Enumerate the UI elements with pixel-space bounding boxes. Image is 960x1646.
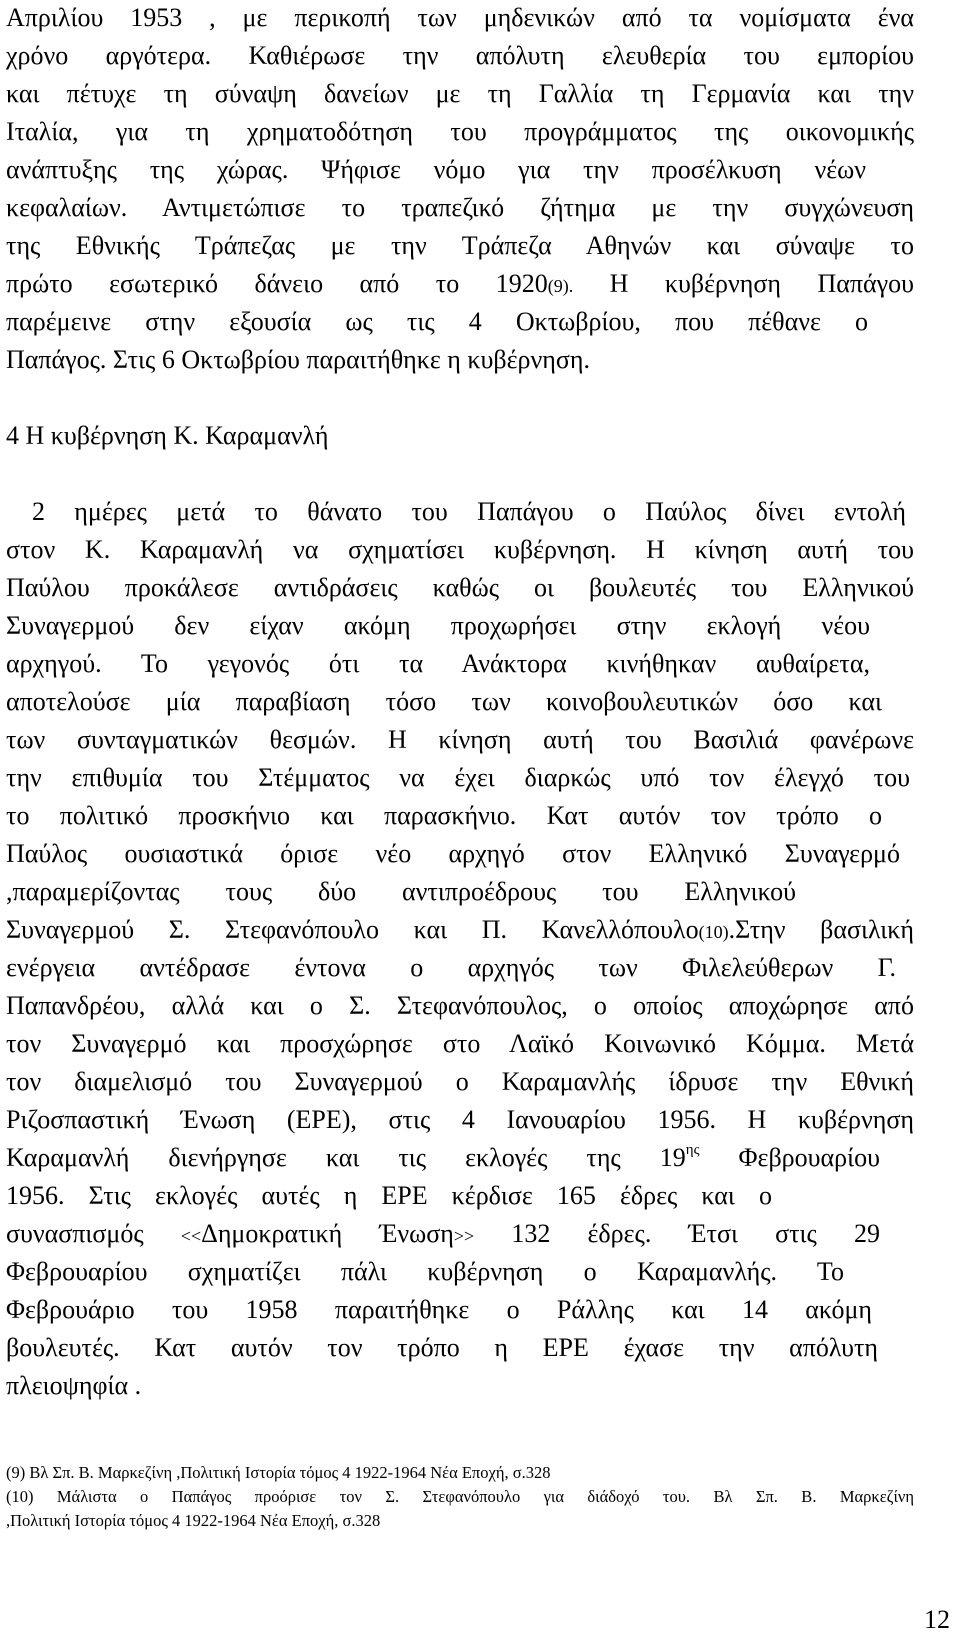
text-line: Απριλίου 1953 , με περικοπή των μηδενικών από τα νομίσματα ένα	[6, 3, 914, 32]
text-line	[6, 1219, 880, 1249]
text-line: ενέργεια αντέδρασε έντονα ο αρχηγός των Φιλελεύθερων Γ.	[6, 953, 896, 982]
text-line: τον διαμελισμό του Συναγερμού ο Καραμανλής ίδρυσε την Εθνική	[6, 1067, 914, 1096]
text-run: Καραμανλή διενήργησε και τις εκλογές της 19	[6, 1143, 686, 1172]
text-line: Παύλος ουσιαστικά όρισε νέο αρχηγό στον Ελληνικό Συναγερμό	[6, 839, 900, 868]
text-line: Φεβρουάριο του 1958 παραιτήθηκε ο Ράλλης και 14 ακόμη	[6, 1295, 872, 1324]
text-line: κεφαλαίων. Αντιμετώπισε το τραπεζικό ζήτημα με την συγχώνευση	[6, 193, 914, 222]
text-line	[6, 269, 914, 299]
text-line: 2 ημέρες μετά το θάνατο του Παπάγου ο Παύλος δίνει εντολή	[32, 497, 906, 526]
text-line: το πολιτικό προσκήνιο και παρασκήνιο. Κατ αυτόν τον τρόπο ο	[6, 801, 882, 830]
text-line: τον Συναγερμό και προσχώρησε στο Λαϊκό Κοινωνικό Κόμμα. Μετά	[6, 1029, 914, 1058]
text-line: πλειοψηφία .	[6, 1371, 142, 1400]
page-number: 12	[924, 1605, 950, 1634]
text-line	[6, 1143, 880, 1173]
text-run: συνασπισμός	[6, 1219, 181, 1248]
text-line: αρχηγού. Το γεγονός ότι τα Ανάκτορα κινήθηκαν αυθαίρετα,	[6, 649, 870, 678]
text-line	[6, 915, 914, 945]
text-line: της Εθνικής Τράπεζας με την Τράπεζα Αθηνών και σύναψε το	[6, 231, 914, 260]
text-line: των συνταγματικών θεσμών. Η κίνηση αυτή του Βασιλιά φανέρωνε	[6, 725, 914, 754]
quote-mark: <<	[180, 1226, 202, 1246]
text-run: Φεβρουαρίου	[699, 1143, 880, 1172]
text-run: Δημοκρατική Ένωση	[201, 1219, 454, 1248]
text-line: Παπανδρέου, αλλά και ο Σ. Στεφανόπουλος, ο οποίος αποχώρησε από	[6, 991, 914, 1020]
text-run: .Στην βασιλική	[728, 915, 915, 944]
text-line: ,παραμερίζοντας τους δύο αντιπροέδρους του Ελληνικού	[6, 877, 796, 906]
footnote-ref: (10)	[698, 922, 729, 942]
text-line: Ριζοσπαστική Ένωση (ΕΡΕ), στις 4 Ιανουαρίου 1956. Η κυβέρνηση	[6, 1105, 914, 1134]
text-run: 132 έδρες. Έτσι στις 29	[474, 1219, 880, 1248]
footnote: ,Πολιτική Ιστορία τόμος 4 1922-1964 Νέα Εποχή, σ.328	[6, 1511, 381, 1530]
footnote-ref: (9).	[547, 276, 574, 296]
text-line: Παπάγος. Στις 6 Οκτωβρίου παραιτήθηκε η κυβέρνηση.	[6, 345, 590, 374]
superscript: ης	[685, 1142, 700, 1158]
text-line: Παύλου προκάλεσε αντιδράσεις καθώς οι βουλευτές του Ελληνικού	[6, 573, 914, 602]
text-line: βουλευτές. Κατ αυτόν τον τρόπο η ΕΡΕ έχασε την απόλυτη	[6, 1333, 878, 1362]
text-line: αποτελούσε μία παραβίαση τόσο των κοινοβουλευτικών όσο και	[6, 687, 882, 716]
text-line: την επιθυμία του Στέμματος να έχει διαρκώς υπό τον έλεγχό του	[6, 763, 910, 792]
text-line: ανάπτυξης της χώρας. Ψήφισε νόμο για την προσέλκυση νέων	[6, 155, 866, 184]
quote-mark: >>	[453, 1226, 475, 1246]
footnote: (10) Μάλιστα ο Παπάγος προόρισε τον Σ. Στεφανόπουλο για διάδοχό του. Βλ Σπ. Β. Μαρκεζίνη	[6, 1487, 914, 1506]
text-line: χρόνο αργότερα. Καθιέρωσε την απόλυτη ελευθερία του εμπορίου	[6, 41, 914, 70]
footnote: (9) Βλ Σπ. Β. Μαρκεζίνη ,Πολιτική Ιστορία τόμος 4 1922-1964 Νέα Εποχή, σ.328	[6, 1463, 551, 1482]
text-line: Φεβρουαρίου σχηματίζει πάλι κυβέρνηση ο Καραμανλής. Το	[6, 1257, 844, 1286]
section-heading: 4 Η κυβέρνηση Κ. Καραμανλή	[6, 421, 329, 450]
text-run: Η κυβέρνηση Παπάγου	[573, 269, 914, 298]
text-line: παρέμεινε στην εξουσία ως τις 4 Οκτωβρίου, που πέθανε ο	[6, 307, 868, 336]
text-run: πρώτο εσωτερικό δάνειο από το 1920	[6, 269, 548, 298]
text-line: Συναγερμού δεν είχαν ακόμη προχωρήσει στην εκλογή νέου	[6, 611, 870, 640]
text-run: Συναγερμού Σ. Στεφανόπουλο και Π. Κανελλόπουλο	[6, 915, 699, 944]
text-line: Ιταλία, για τη χρηματοδότηση του προγράμματος της οικονομικής	[6, 117, 914, 146]
text-line: στον Κ. Καραμανλή να σχηματίσει κυβέρνηση. Η κίνηση αυτή του	[6, 535, 914, 564]
text-line: 1956. Στις εκλογές αυτές η ΕΡΕ κέρδισε 165 έδρες και ο	[6, 1181, 772, 1210]
text-line: και πέτυχε τη σύναψη δανείων με τη Γαλλία τη Γερμανία και την	[6, 79, 914, 108]
